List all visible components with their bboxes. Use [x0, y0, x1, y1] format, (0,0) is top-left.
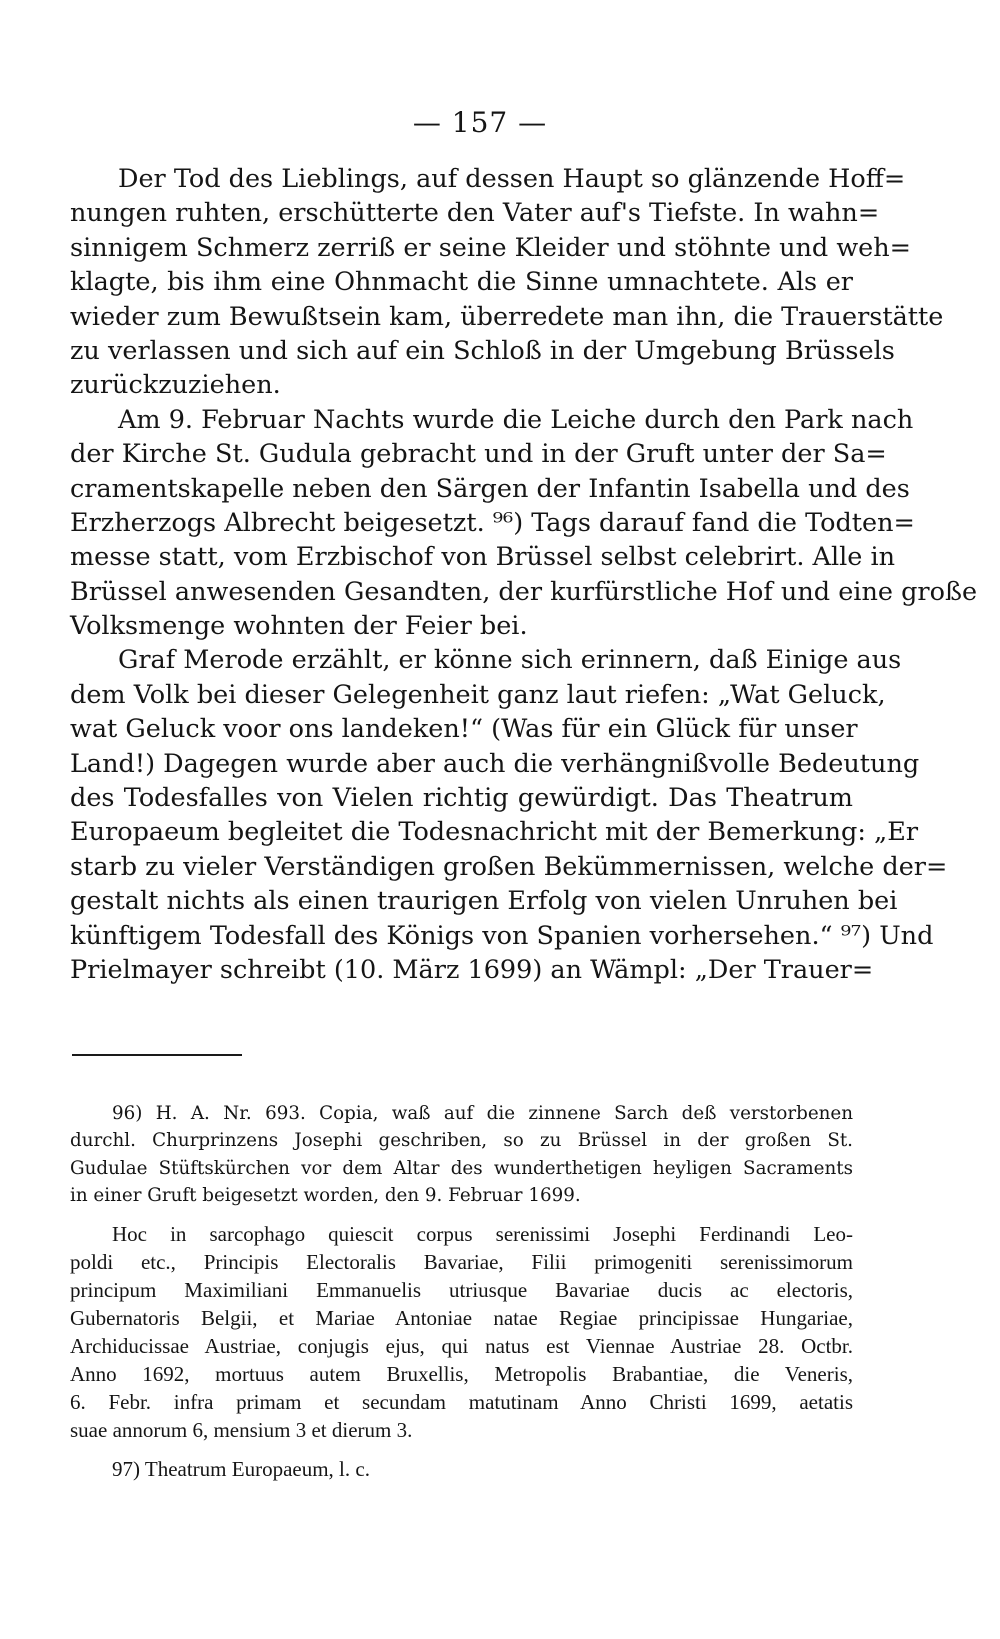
footnote-96 [70, 1100, 853, 1210]
footnote-line: poldi etc., Principis Electoralis Bavariae, Filii primogeniti serenissimorum [70, 1249, 853, 1274]
text-line: starb zu vieler Verständigen großen Bekümmernissen, welche der= [70, 851, 948, 882]
text-line: dem Volk bei dieser Gelegenheit ganz laut riefen: „Wat Geluck, [70, 679, 886, 710]
footnote-line: Archiducissae Austriae, conjugis ejus, qui natus est Viennae Austriae 28. Octbr. [70, 1333, 853, 1358]
text-line: gestalt nichts als einen traurigen Erfolg von vielen Unruhen bei [70, 886, 898, 917]
text-line: Land!) Dagegen wurde aber auch die verhängnißvolle Bedeutung [70, 748, 920, 779]
text-line: Am 9. Februar Nachts wurde die Leiche durch den Park nach [118, 404, 914, 435]
text-line: cramentskapelle neben den Särgen der Infantin Isabella und des [70, 473, 910, 504]
footnote-96-inscription [70, 1220, 853, 1444]
text-line: Erzherzogs Albrecht beigesetzt. ⁹⁶) Tags darauf fand die Todten= [70, 507, 915, 538]
text-line: wat Geluck voor ons landeken!“ (Was für ein Glück für unser [70, 714, 858, 745]
footnote-divider [72, 1054, 242, 1056]
footnote-line: Hoc in sarcophago quiescit corpus serenissimi Josephi Ferdinandi Leo- [112, 1221, 853, 1246]
footnote-line: Gubernatoris Belgii, et Mariae Antoniae natae Regiae principissae Hungariae, [70, 1305, 853, 1330]
text-line: Brüssel anwesenden Gesandten, der kurfürstliche Hof und eine große [70, 576, 978, 607]
text-line: zurückzuziehen. [70, 370, 281, 401]
footnote-line: Gudulae Stüftskürchen vor dem Altar des wunderthetigen heyligen Sacraments [70, 1157, 853, 1179]
text-line: künftigem Todesfall des Königs von Spanien vorhersehen.“ ⁹⁷) Und [70, 920, 934, 951]
footnote-line: suae annorum 6, mensium 3 et dierum 3. [70, 1417, 413, 1442]
footnote-line: 6. Febr. infra primam et secundam matutinam Anno Christi 1699, aetatis [70, 1389, 853, 1414]
footnotes [70, 1100, 853, 1484]
body-text [70, 162, 978, 987]
text-line: Der Tod des Lieblings, auf dessen Haupt so glänzende Hoff= [118, 164, 906, 194]
text-line: wieder zum Bewußtsein kam, überredete man ihn, die Trauerstätte [70, 301, 944, 332]
page-number: — 157 — [412, 106, 548, 139]
footnote-line: principum Maximiliani Emmanuelis utriusque Bavariae ducis ac electoris, [70, 1277, 853, 1302]
text-line: des Todesfalles von Vielen richtig gewürdigt. Das Theatrum [70, 783, 853, 814]
footnote-97: 97) Theatrum Europaeum, l. c. [112, 1456, 370, 1481]
footnote-line: durchl. Churprinzens Josephi geschriben, so zu Brüssel in der großen St. [70, 1130, 853, 1152]
text-line: Graf Merode erzählt, er könne sich erinnern, daß Einige aus [118, 645, 902, 676]
text-line: klagte, bis ihm eine Ohnmacht die Sinne umnachtete. Als er [70, 267, 853, 298]
text-line: Volksmenge wohnten der Feier bei. [70, 611, 528, 642]
footnote-line: in einer Gruft beigesetzt worden, den 9. Februar 1699. [70, 1185, 581, 1207]
text-line: nungen ruhten, erschütterte den Vater auf's Tiefste. In wahn= [70, 198, 880, 229]
footnote-line: Anno 1692, mortuus autem Bruxellis, Metropolis Brabantiae, die Veneris, [70, 1361, 853, 1386]
text-line: Europaeum begleitet die Todesnachricht mit der Bemerkung: „Er [70, 817, 919, 848]
paragraph [70, 403, 978, 644]
paragraph [70, 162, 944, 403]
text-line: sinnigem Schmerz zerriß er seine Kleider und stöhnte und weh= [70, 232, 912, 263]
footnote-line: 96) H. A. Nr. 693. Copia, waß auf die zinnene Sarch deß verstorbenen [112, 1103, 853, 1124]
text-line: messe statt, vom Erzbischof von Brüssel selbst celebrirt. Alle in [70, 542, 896, 573]
paragraph [70, 643, 948, 987]
text-line: zu verlassen und sich auf ein Schloß in der Umgebung Brüssels [70, 335, 895, 366]
text-line: Prielmayer schreibt (10. März 1699) an Wämpl: „Der Trauer= [70, 954, 874, 985]
text-line: der Kirche St. Gudula gebracht und in der Gruft unter der Sa= [70, 439, 887, 470]
